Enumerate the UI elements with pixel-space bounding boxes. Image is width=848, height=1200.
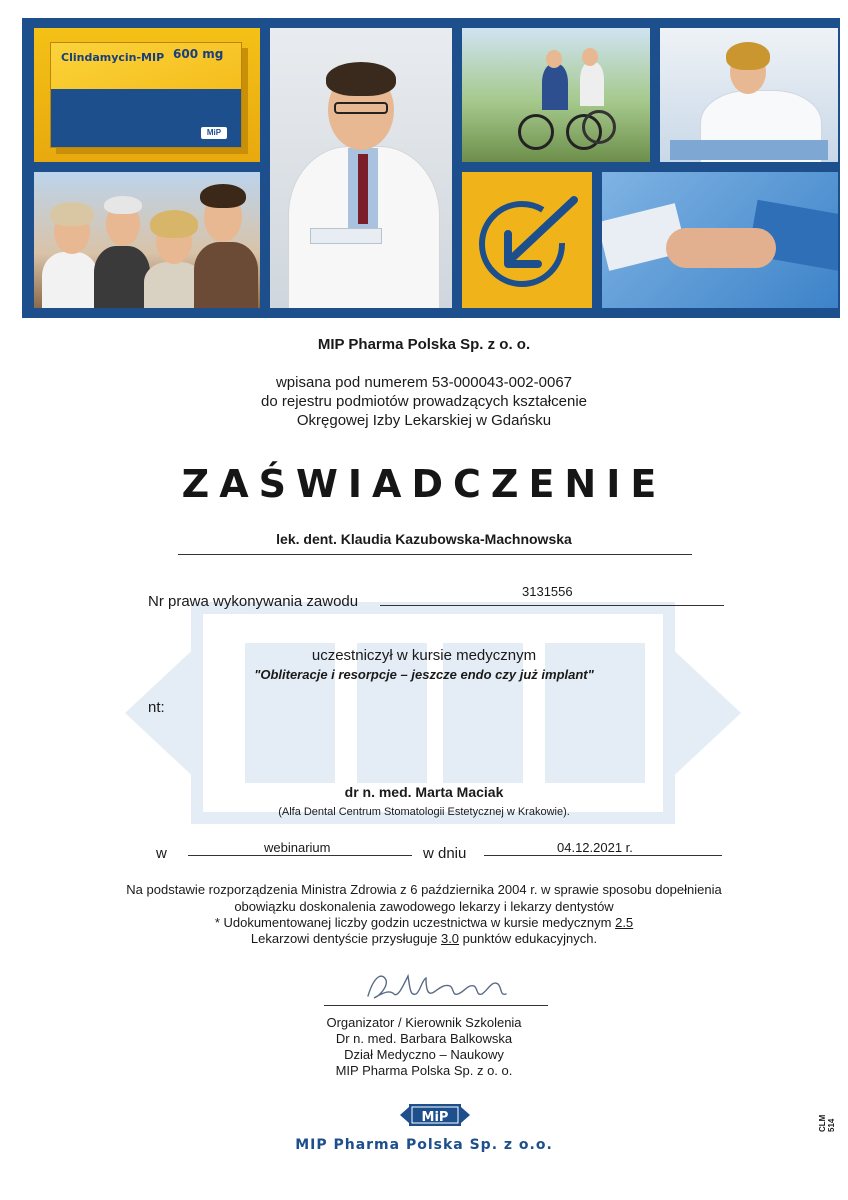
laboratory-photo (660, 28, 838, 162)
recipient-underline (178, 554, 692, 555)
footer-company-name: MIP Pharma Polska Sp. z o.o. (295, 1137, 553, 1153)
points-value: 3.0 (440, 931, 460, 946)
family-photo (34, 172, 260, 308)
doctor-photo (270, 28, 452, 308)
medicine-box (50, 42, 242, 148)
hours-value: 2.5 (615, 915, 634, 930)
certificate-title: ZAŚWIADCZENIE (181, 462, 667, 506)
product-dose: 600 mg (173, 47, 224, 61)
registration-line-3: Okręgowej Izby Lekarskiej w Gdańsku (296, 412, 552, 429)
points-statement (0, 931, 848, 946)
hours-prefix: * Udokumentowanej liczby godzin uczestnictwa w kursie medycznym (214, 915, 616, 930)
course-title: "Obliteracje i resorpcje – jeszcze endo czy już implant" (254, 667, 594, 682)
lecturer-label: nt: (148, 699, 165, 716)
date-label: w dniu (423, 845, 467, 862)
legal-basis-line-1: Na podstawie rozporządzenia Ministra Zdrowia z 6 października 2004 r. w sprawie sposobu dopełnienia (126, 882, 722, 897)
registration-line-2: do rejestru podmiotów prowadzących kształcenie (261, 393, 587, 410)
license-label: Nr prawa wykonywania zawodu (148, 593, 359, 610)
license-underline (380, 605, 724, 606)
signature-line (324, 1005, 548, 1006)
issuer-name: MIP Pharma Polska Sp. z o. o. (317, 336, 531, 353)
form-code: CLM 514 (818, 1114, 836, 1132)
date-underline (484, 855, 722, 856)
product-logo: MiP (201, 127, 227, 139)
venue-value: webinarium (264, 840, 331, 855)
participation-text: uczestniczył w kursie medycznym (311, 647, 537, 664)
points-prefix: Lekarzowi dentyście przysługuje (250, 931, 441, 946)
arrow-logo-tile (462, 172, 592, 308)
venue-underline (188, 855, 412, 856)
product-name: Clindamycin-MIP (61, 51, 165, 64)
recipient-name: lek. dent. Klaudia Kazubowska-Machnowska (276, 531, 572, 547)
registration-line-1: wpisana pod numerem 53-000043-002-0067 (275, 374, 573, 391)
organizer-role: Organizator / Kierownik Szkolenia (326, 1015, 522, 1030)
organizer-department: Dział Medyczno – Naukowy (344, 1047, 504, 1062)
date-value: 04.12.2021 r. (557, 840, 633, 855)
handwritten-signature (360, 966, 520, 1006)
organizer-company: MIP Pharma Polska Sp. z o. o. (335, 1063, 513, 1078)
venue-label: w (156, 845, 167, 862)
legal-basis-line-2: obowiązku doskonalenia zawodowego lekarzy i lekarzy dentystów (234, 899, 614, 914)
arrow-circle-icon (462, 172, 592, 308)
mip-logo-icon (400, 1102, 470, 1128)
organizer-name: Dr n. med. Barbara Balkowska (335, 1031, 513, 1046)
lecturer-affiliation: (Alfa Dental Centrum Stomatologii Estetycznej w Krakowie). (278, 806, 570, 818)
hours-statement (0, 915, 848, 930)
product-photo (34, 28, 260, 162)
photo-banner (22, 18, 840, 318)
cycling-photo (462, 28, 650, 162)
points-suffix: punktów edukacyjnych. (459, 931, 598, 946)
mip-logo-text: MiP (421, 1110, 449, 1125)
license-number: 3131556 (522, 584, 573, 599)
handshake-photo (602, 172, 838, 308)
lecturer-name: dr n. med. Marta Maciak (344, 784, 504, 800)
